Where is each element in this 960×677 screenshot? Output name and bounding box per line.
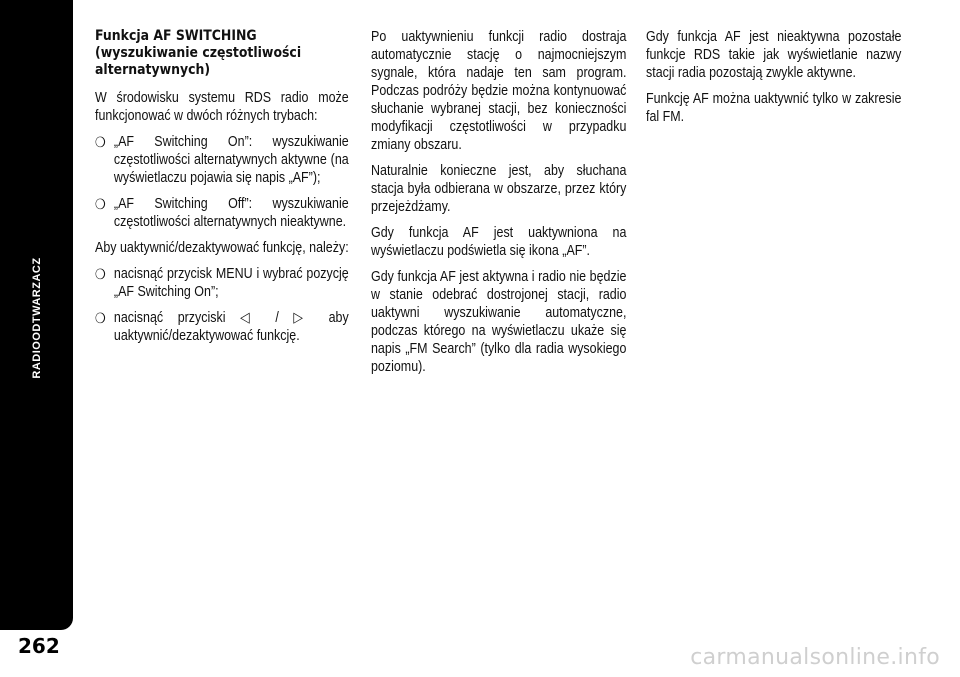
- section-label: RADIOODTWARZACZ: [31, 257, 43, 379]
- bullet-icon: ❍: [95, 134, 106, 150]
- list-item-text: nacisnąć przycisk MENU i wybrać pozycję „AF Switching On”;: [113, 266, 349, 300]
- paragraph: Po uaktywnieniu funkcji radio dostraja automatycznie stację o najmocniejszym sygnale, która nadaje ten sam program. Podczas podróży będzie można kontynuować słuchanie wybranej stacji, bez konieczności modyfikacji częstotliwości w przypadku zmiany obszaru.: [371, 29, 627, 153]
- paragraph: Naturalnie konieczne jest, aby słuchana stacja była odbierana w obszarze, przez który przejeżdżamy.: [371, 163, 627, 215]
- instruction-intro: Aby uaktywnić/dezaktywować funkcję, należy:: [95, 240, 349, 256]
- list-item: [95, 265, 349, 301]
- paragraph: Gdy funkcja AF jest nieaktywna pozostałe funkcje RDS takie jak wyświetlanie nazwy stacji radia pozostają zwykle aktywne.: [646, 29, 902, 81]
- page-number: 262: [18, 634, 60, 658]
- bullet-icon: ❍: [95, 266, 106, 282]
- paragraph: Gdy funkcja AF jest uaktywniona na wyświetlaczu podświetla się ikona „AF”.: [371, 225, 627, 259]
- list-item-text: nacisnąć przyciski ◁ / ▷ aby uaktywnić/dezaktywować funkcję.: [113, 310, 349, 344]
- section-heading: Funkcja AF SWITCHING (wyszukiwanie częstotliwości alternatywnych): [95, 28, 302, 78]
- list-item: [95, 133, 349, 187]
- side-tab: [0, 0, 73, 630]
- intro-paragraph: W środowisku systemu RDS radio może funkcjonować w dwóch różnych trybach:: [95, 90, 349, 124]
- paragraph: Gdy funkcja AF jest aktywna i radio nie będzie w stanie odebrać dostrojonej stacji, radio uaktywni wyszukiwanie automatyczne, podczas którego na wyświetlaczu ukaże się napis „FM Search” (tylko dla radia wysokiego poziomu).: [371, 269, 627, 375]
- list-item: [95, 309, 349, 345]
- bullet-icon: ❍: [95, 310, 106, 326]
- column-3: [646, 28, 901, 134]
- column-2: [371, 28, 626, 384]
- list-item-text: „AF Switching Off”: wyszukiwanie częstotliwości alternatywnych nieaktywne.: [113, 196, 349, 230]
- list-item: [95, 195, 349, 231]
- column-1: [95, 28, 349, 353]
- list-item-text: „AF Switching On”: wyszukiwanie częstotliwości alternatywnych aktywne (na wyświetlaczu pojawia się napis „AF”);: [113, 134, 349, 186]
- bullet-icon: ❍: [95, 196, 106, 212]
- watermark: carmanualsonline.info: [690, 645, 940, 670]
- paragraph: Funkcję AF można uaktywnić tylko w zakresie fal FM.: [646, 91, 902, 125]
